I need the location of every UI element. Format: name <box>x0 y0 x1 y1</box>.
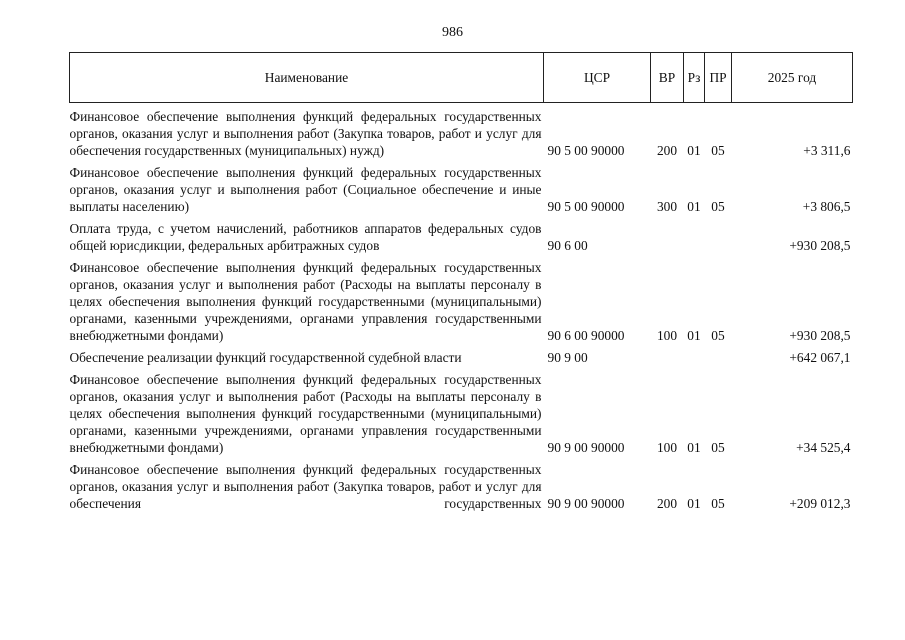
row-vr: 200 <box>656 143 678 158</box>
row-name: Финансовое обеспечение выполнения функций федеральных государственных органов, оказания услуг и выполнения работ (Закупка товаров, работ и услуг для обеспечения государственных <box>69 462 542 511</box>
row-pr: 05 <box>711 143 725 158</box>
page-number: 986 <box>442 25 463 40</box>
row-amount: +642 067,1 <box>789 350 851 365</box>
row-amount: +34 525,4 <box>796 440 851 455</box>
row-pr: 05 <box>711 440 725 455</box>
row-amount: +209 012,3 <box>789 496 851 511</box>
row-name: Финансовое обеспечение выполнения функций федеральных государственных органов, оказания услуг и выполнения работ (Расходы на выплаты персоналу в целях обеспечения выполнения функций государственными (муниципальными) органами, казенными учреждениями, органами управления государственными внебюджетными фондами) <box>69 260 542 343</box>
row-rz: 01 <box>687 440 701 455</box>
row-vr: 200 <box>656 496 678 511</box>
table-header-row <box>70 53 853 103</box>
row-csr: 90 6 00 90000 <box>547 328 625 343</box>
row-rz: 01 <box>687 199 701 214</box>
row-pr <box>705 215 732 254</box>
row-csr: 90 5 00 90000 <box>547 143 625 158</box>
table-row <box>70 254 853 344</box>
row-amount: +930 208,5 <box>789 238 851 253</box>
table-row <box>70 366 853 456</box>
row-amount: +3 806,5 <box>802 199 851 214</box>
row-name: Оплата труда, с учетом начислений, работников аппаратов федеральных судов общей юрисдикции, федеральных арбитражных судов <box>69 221 542 253</box>
row-amount: +3 311,6 <box>803 143 851 158</box>
row-rz: 01 <box>687 143 701 158</box>
row-name: Обеспечение реализации функций государственной судебной власти <box>69 350 462 365</box>
row-vr <box>651 215 684 254</box>
row-vr: 100 <box>656 328 678 343</box>
row-csr: 90 9 00 90000 <box>547 496 625 511</box>
row-name: Финансовое обеспечение выполнения функций федеральных государственных органов, оказания услуг и выполнения работ (Социальное обеспечение и иные выплаты населению) <box>69 165 542 214</box>
row-name: Финансовое обеспечение выполнения функций федеральных государственных органов, оказания услуг и выполнения работ (Закупка товаров, работ и услуг для обеспечения государственных (муниципальных) нужд) <box>69 109 542 158</box>
row-pr <box>705 344 732 366</box>
table-row <box>70 103 853 160</box>
row-vr: 100 <box>656 440 678 455</box>
header-year: 2025 год <box>732 53 853 103</box>
header-name: Наименование <box>70 53 544 103</box>
row-csr: 90 9 00 90000 <box>547 440 625 455</box>
table-row <box>70 344 853 366</box>
row-rz <box>684 215 705 254</box>
row-name: Финансовое обеспечение выполнения функций федеральных государственных органов, оказания услуг и выполнения работ (Расходы на выплаты персоналу в целях обеспечения выполнения функций государственными (муниципальными) органами, казенными учреждениями, органами управления государственными внебюджетными фондами) <box>69 372 542 455</box>
row-rz: 01 <box>687 328 701 343</box>
row-rz: 01 <box>687 496 701 511</box>
row-amount: +930 208,5 <box>789 328 851 343</box>
table-row <box>70 456 853 512</box>
row-pr: 05 <box>711 199 725 214</box>
header-csr: ЦСР <box>544 53 651 103</box>
table-row <box>70 159 853 215</box>
table-row <box>70 215 853 254</box>
row-pr: 05 <box>711 496 725 511</box>
header-vr: ВР <box>651 53 684 103</box>
row-vr <box>651 344 684 366</box>
row-pr: 05 <box>711 328 725 343</box>
row-vr: 300 <box>656 199 678 214</box>
row-csr: 90 5 00 90000 <box>547 199 625 214</box>
row-csr: 90 6 00 <box>547 238 588 253</box>
budget-table <box>69 52 853 512</box>
header-pr: ПР <box>705 53 732 103</box>
row-csr: 90 9 00 <box>547 350 588 365</box>
row-rz <box>684 344 705 366</box>
header-rz: Рз <box>684 53 705 103</box>
